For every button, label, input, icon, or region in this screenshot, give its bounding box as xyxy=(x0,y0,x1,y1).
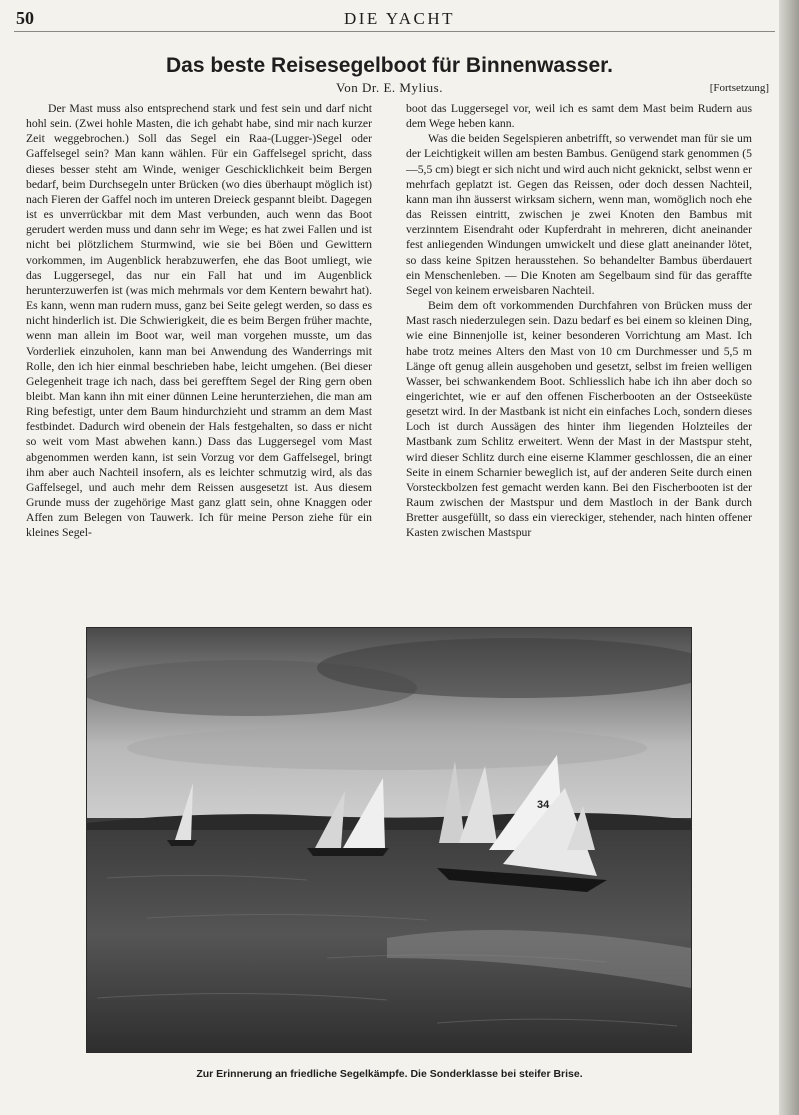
page-number: 50 xyxy=(16,8,34,28)
text-column-right xyxy=(406,101,752,541)
page-edge-shadow xyxy=(779,0,799,1115)
sailing-photograph xyxy=(86,627,692,1053)
paragraph: Der Mast muss also entsprechend stark und fest sein und darf nicht hohl sein. (Zwei hohle Masten, die ich gehabt habe, sind mir nach kurzer Zeit weggebrochen.) Soll das Segel ein Raa-(Lugger-)Segel oder Gaffelsegel sein? Man kann wählen. Für ein Gaffelsegel spricht, dass dieses besser steht am Winde, weniger Geschicklichkeit beim Bergen bedarf, beim Durchsegeln unter Brücken (wo dies überhaupt möglich ist) nach Fieren der Gaffel noch im unteren Dreieck gespannt bleibt. Dagegen ist es unverrückbar mit dem Mast verbunden, auch wenn das Boot gerudert werden muss und dann sehr im Wege; es hat zwei Fallen und ist nicht bei plötzlichem Sturmwind, wie sie bei Böen und Gewittern vorkommen, im Augenblick herabzuwerfen, ehe das Boot umliegt, wie das Luggersegel, das nur ein Fall hat und im Augenblick herunterzuwerfen ist (was mich mehrmals vor dem Kentern bewahrt hat). Es kann, wenn man rudern muss, ganz bei Seite gelegt werden, so dass es nicht hinderlich ist. Die Schwierigkeit, die es beim Bergen früher machte, wenn man allein im Boot war, weil man vorgehen musste, um das Vorderliek einzuholen, kann man bei Anwendung des Wanderrings mit Rolle, den ich hier einmal beschrieben habe, leicht umgehen. (Bei dieser Gelegenheit trage ich nach, dass bei gerefftem Segel der Ring gern oben bleibt. Man kann ihn mit einer dünnen Leine herunterziehen, die man am Ring befestigt, unter dem Baum hindurchzieht und stramm an dem Mast festbindet. Dadurch wird obenein der Hals festgehalten, so dass er nicht so weit vom Mast abwehen kann.) Dass das Luggersegel vom Mast abgenommen werden kann, ist sein Vorzug vor dem Gaffelsegel, bringt ihm aber auch Nachteil insofern, als es leichter schmutzig wird, als das Gaffelsegel, und auch mehr dem Reissen ausgesetzt ist. Aus diesem Grunde muss der zugehörige Mast ganz glatt sein, ohne Knaggen oder Affen zum Belegen von Tauwerk. Ich für meine Person ziehe für ein kleines Segel- xyxy=(26,102,372,540)
article-title: Das beste Reisesegelboot für Binnenwasser. xyxy=(166,54,613,77)
header-rule xyxy=(14,31,775,32)
paragraph: boot das Luggersegel vor, weil ich es samt dem Mast beim Rudern aus dem Wege heben kann. xyxy=(406,102,752,131)
text-column-left xyxy=(26,101,372,541)
byline: Von Dr. E. Mylius. xyxy=(336,80,443,95)
continued-note: [Fortsetzung] xyxy=(709,82,769,94)
paragraph: Beim dem oft vorkommenden Durchfahren von Brücken muss der Mast rasch niederzulegen sein. Dazu bedarf es bei einem so kleinen Ding, wie eine Binnenjolle ist, keiner besonderen Vorrichtung am Mast. Ich habe trotz meines Alters den Mast von 10 cm Durchmesser und 5,5 m Länge oft genug allein ausgehoben und gesetzt, selbst im freien welligen Wasser, bei schwankendem Boot. Schliesslich habe ich ihn aber doch so eingerichtet, wie er auf den offenen Fischerbooten an der Ostseeküste gesetzt wird. In der Mastbank ist nicht ein einfaches Loch, sondern dieses Loch ist durch Aussägen des hinter ihm liegenden Holzteiles der Mastbank zum Schlitz erweitert. Wenn der Mast in der Mastspur steht, wird dieser Schlitz durch eine eiserne Klammer geschlossen, die an einer Seite in einem Scharnier beweglich ist, auf der anderen Seite durch einen Vorsteckbolzen fest gemacht werden kann. Bei den Fischerbooten ist der Raum zwischen der Mastspur und dem Mastloch in der Bank durch Bretter ausgefüllt, so dass ein viereckiger, stehender, nach hinten offener Kasten zwischen Mastspur xyxy=(406,299,752,540)
sail-number: 34 xyxy=(537,799,550,811)
paragraph: Was die beiden Segelspieren anbetrifft, so verwendet man für sie um der Leichtigkeit willen am besten Bambus. Genügend stark genommen (5—5,5 cm) biegt er sich nicht und wird auch nicht geknickt, selbst wenn er mehrfach geplatzt ist. Gegen das Reissen, oder doch dessen Nachteil, kann man ihn äusserst wirksam sichern, wenn man, womöglich noch ehe das Reissen eintritt, zwischen je zwei Knoten den Bambus mit verzinntem Eisendraht oder Kupferdraht in mehreren, dicht aneinander fest anliegenden Windungen umwickelt und diese glatt aneinander lötet, so dass keine Spitzen herausstehen. So behandelter Bambus überdauert ein Menschenleben. — Die Knoten am Segelbaum sind für das geraffte Segel von keinem erweisbaren Nachteil. xyxy=(406,132,752,297)
figure-caption: Zur Erinnerung an friedliche Segelkämpfe. Die Sonderklasse bei steifer Brise. xyxy=(196,1068,583,1080)
running-head: DIE YACHT xyxy=(343,9,456,28)
sailboats-image xyxy=(87,628,691,1052)
